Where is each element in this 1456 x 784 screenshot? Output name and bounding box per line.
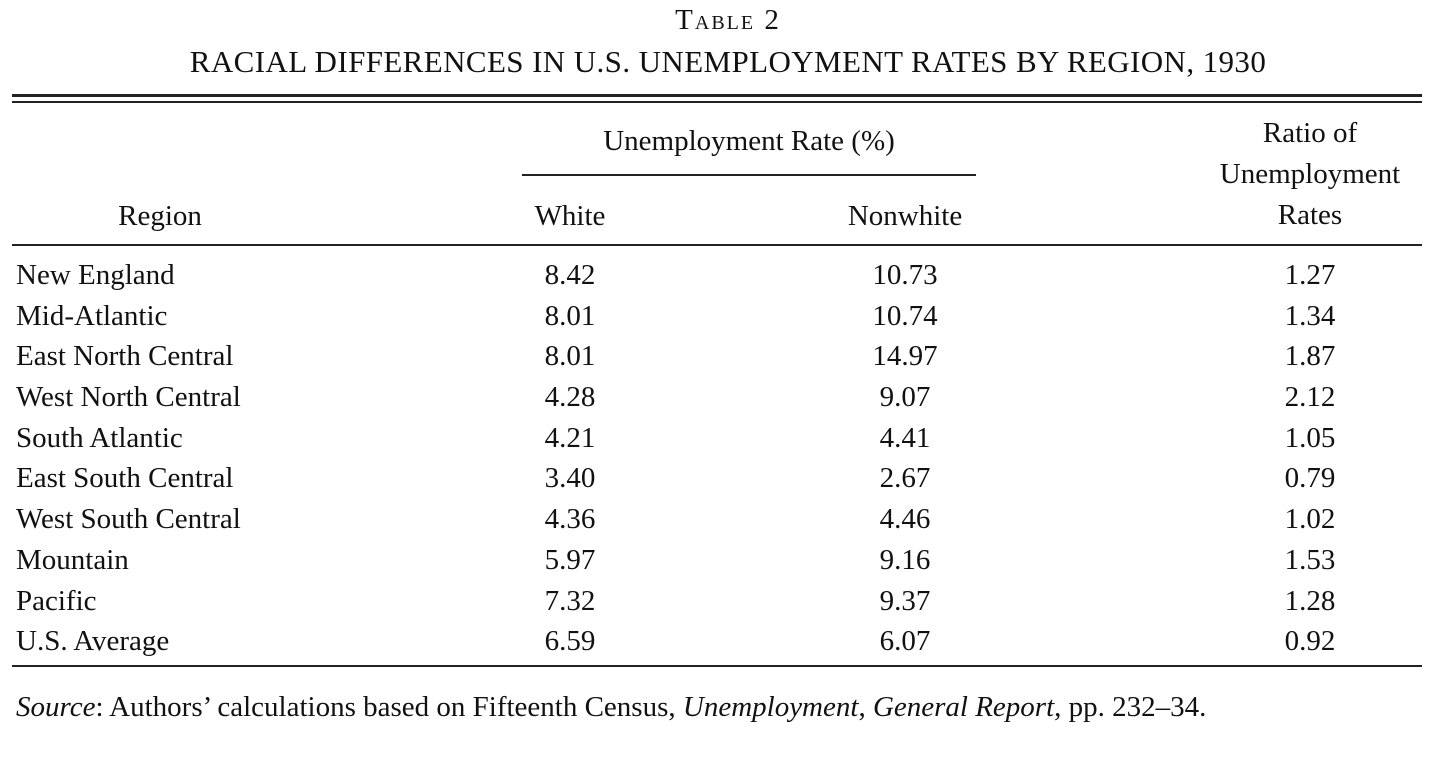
- table-row: [0, 296, 1456, 337]
- cell-white: 3.40: [544, 462, 596, 495]
- table-row: [0, 377, 1456, 418]
- table-row: [0, 581, 1456, 622]
- cell-ratio: 1.02: [1284, 503, 1336, 536]
- cell-nonwhite: 9.16: [879, 543, 931, 576]
- cell-ratio: 1.28: [1284, 584, 1336, 617]
- cell-white: 6.59: [544, 625, 596, 658]
- cell-ratio: 1.34: [1284, 299, 1336, 332]
- source-italic-2: General Report: [872, 691, 1055, 723]
- header-white: White: [534, 200, 606, 232]
- cell-white: 8.01: [544, 299, 596, 332]
- cell-region: East North Central: [16, 340, 234, 373]
- source-label: Source: [16, 691, 96, 723]
- cell-region: East South Central: [16, 462, 234, 495]
- table-row: [0, 540, 1456, 581]
- cell-nonwhite: 6.07: [879, 625, 931, 658]
- table-row: [0, 458, 1456, 499]
- cell-white: 4.21: [544, 421, 596, 454]
- cell-white: 8.01: [544, 340, 596, 373]
- table-label: Table 2: [675, 4, 781, 36]
- header-unemployment-rate: Unemployment Rate (%): [603, 125, 895, 157]
- cell-region: U.S. Average: [16, 625, 170, 658]
- table-bottom-rule: [12, 665, 1422, 667]
- table-row: [0, 621, 1456, 662]
- top-rule-thin: [12, 101, 1422, 103]
- cell-ratio: 0.92: [1284, 625, 1336, 658]
- source-note: [16, 686, 1426, 728]
- cell-region: Mid-Atlantic: [16, 299, 168, 332]
- cell-nonwhite: 9.37: [879, 584, 931, 617]
- cell-nonwhite: 4.41: [879, 421, 931, 454]
- cell-nonwhite: 2.67: [879, 462, 931, 495]
- header-subrule: [522, 174, 976, 176]
- cell-nonwhite: 9.07: [879, 381, 931, 414]
- cell-region: South Atlantic: [16, 421, 183, 454]
- cell-nonwhite: 14.97: [872, 340, 938, 373]
- source-text-1: : Authors’ calculations based on Fifteenth Census,: [95, 691, 683, 723]
- table-row: [0, 499, 1456, 540]
- cell-region: Pacific: [16, 584, 97, 617]
- top-rule-thick: [12, 94, 1422, 97]
- table-row: [0, 336, 1456, 377]
- cell-nonwhite: 4.46: [879, 503, 931, 536]
- cell-region: West North Central: [16, 381, 241, 414]
- cell-nonwhite: 10.73: [872, 259, 938, 291]
- cell-region: Mountain: [16, 543, 129, 576]
- header-region: Region: [118, 200, 202, 232]
- cell-ratio: 1.27: [1284, 259, 1336, 291]
- cell-ratio: 2.12: [1284, 381, 1336, 414]
- cell-ratio: 1.53: [1284, 543, 1336, 576]
- cell-region: West South Central: [16, 503, 241, 536]
- table-body: [0, 255, 1456, 662]
- cell-ratio: 0.79: [1284, 462, 1336, 495]
- cell-region: New England: [16, 259, 175, 291]
- header-bottom-rule: [12, 244, 1422, 246]
- table-title: RACIAL DIFFERENCES IN U.S. UNEMPLOYMENT RATES BY REGION, 1930: [189, 44, 1267, 79]
- source-text-2: ,: [858, 691, 873, 723]
- source-italic-1: Unemployment: [682, 691, 859, 723]
- cell-ratio: 1.87: [1284, 340, 1336, 373]
- header-nonwhite: Nonwhite: [847, 200, 963, 232]
- cell-white: 4.28: [544, 381, 596, 414]
- cell-white: 8.42: [544, 259, 596, 291]
- cell-white: 4.36: [544, 503, 596, 536]
- cell-white: 7.32: [544, 584, 596, 617]
- cell-white: 5.97: [544, 543, 596, 576]
- source-text-3: , pp. 232–34.: [1054, 691, 1207, 723]
- header-ratio: Ratio of Unemployment Rates: [1219, 117, 1401, 231]
- table-row: [0, 418, 1456, 459]
- cell-ratio: 1.05: [1284, 421, 1336, 454]
- cell-nonwhite: 10.74: [872, 299, 938, 332]
- table-row: [0, 255, 1456, 296]
